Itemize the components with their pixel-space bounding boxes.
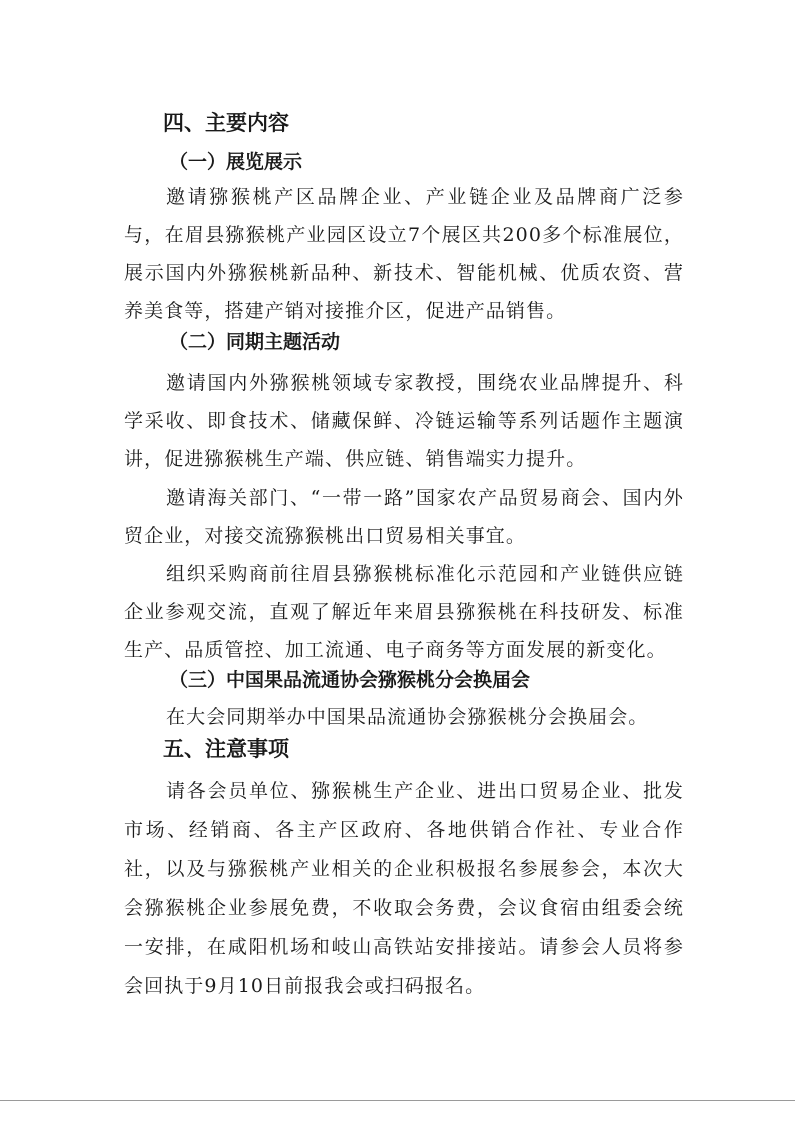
section-heading-main-content: 四、主要内容	[163, 111, 289, 135]
subheading-theme-activities: （二）同期主题活动	[169, 331, 341, 353]
paragraph-customs-trade: 邀请海关部门、“一带一路”国家农产品贸易商会、国内外贸企业，对接交流猕猴桃出口贸易相关事宜。	[124, 487, 684, 547]
subheading-branch-election: （三）中国果品流通协会猕猴桃分会换届会	[169, 669, 531, 691]
paragraph-exhibition: 邀请猕猴桃产区品牌企业、产业链企业及品牌商广泛参与，在眉县猕猴桃产业园区设立7个展区共200多个标准展位，展示国内外猕猴桃新品种、新技术、智能机械、优质农资、营养美食等，搭建产销对接推介区，促进产品销售。	[124, 186, 684, 322]
bottom-divider	[0, 1100, 795, 1101]
paragraph-expert-lectures: 邀请国内外猕猴桃领域专家教授，围绕农业品牌提升、科学采收、即食技术、储藏保鲜、冷链运输等系列话题作主题演讲，促进猕猴桃生产端、供应链、销售端实力提升。	[124, 372, 684, 470]
paragraph-branch-election: 在大会同期举办中国果品流通协会猕猴桃分会换届会。	[166, 706, 649, 728]
section-heading-notes: 五、注意事项	[163, 737, 289, 761]
subheading-exhibition: （一）展览展示	[169, 151, 303, 173]
paragraph-site-visit: 组织采购商前往眉县猕猴桃标准化示范园和产业链供应链企业参观交流，直观了解近年来眉县猕猴桃在科技研发、标准生产、品质管控、加工流通、电子商务等方面发展的新变化。	[124, 563, 684, 661]
paragraph-notes: 请各会员单位、猕猴桃生产企业、进出口贸易企业、批发市场、经销商、各主产区政府、各地供销合作社、专业合作社，以及与猕猴桃产业相关的企业积极报名参展参会，本次大会猕猴桃企业参展免费，不收取会务费，会议食宿由组委会统一安排，在咸阳机场和岐山高铁站安排接站。请参会人员将参会回执于9月10日前报我会或扫码报名。	[124, 780, 684, 997]
